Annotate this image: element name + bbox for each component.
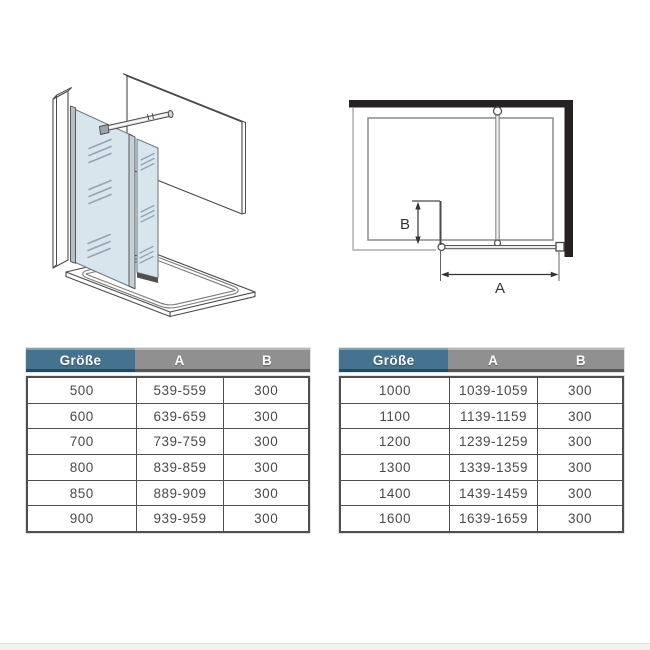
dimension-b <box>400 202 421 244</box>
table-cell: 300 <box>537 455 622 480</box>
left-wall <box>53 91 68 268</box>
dimension-a-label: A <box>494 280 506 297</box>
table-cell: 1300 <box>378 459 411 475</box>
table-cell: 300 <box>537 481 622 506</box>
table-cell: 300 <box>223 455 308 480</box>
table-cell: 1200 <box>378 434 411 450</box>
table-row <box>28 378 308 403</box>
table-cell: 1600 <box>378 511 411 527</box>
header-groesse: Größe <box>26 348 135 372</box>
table-cell: 639-659 <box>136 404 224 429</box>
table-body <box>339 376 624 533</box>
table-cell: 300 <box>537 378 622 403</box>
table-row <box>341 378 622 403</box>
wall-top <box>349 100 573 108</box>
wall-bracket <box>556 243 564 252</box>
table-row <box>341 505 622 531</box>
table-cell: 839-859 <box>136 455 224 480</box>
table-cell: 300 <box>223 404 308 429</box>
wall-profile <box>71 106 76 263</box>
table-cell: 700 <box>69 434 94 450</box>
table-cell: 300 <box>223 506 308 531</box>
table-cell: 1239-1259 <box>449 429 537 454</box>
isometric-shower-diagram <box>53 74 255 317</box>
table-row <box>28 428 308 454</box>
size-table-right <box>339 348 624 533</box>
table-cell: 1039-1059 <box>449 378 537 403</box>
table-cell: 1339-1359 <box>449 455 537 480</box>
header-a: A <box>448 348 537 372</box>
page-bottom-divider <box>0 643 650 650</box>
table-cell: 600 <box>69 408 94 424</box>
enclosure-outline <box>353 108 436 250</box>
table-row <box>341 428 622 454</box>
table-row <box>28 403 308 429</box>
table-row <box>28 505 308 531</box>
size-table-left <box>26 348 310 533</box>
table-cell: 539-559 <box>136 378 224 403</box>
tray-outline <box>368 118 553 240</box>
table-body <box>26 376 310 533</box>
table-cell: 939-959 <box>136 506 224 531</box>
table-cell: 850 <box>69 485 94 501</box>
table-row <box>28 454 308 480</box>
table-header-row <box>339 348 624 372</box>
support-bar-plan <box>496 111 499 244</box>
glass-joint-profile <box>129 134 135 289</box>
table-cell: 1000 <box>378 382 411 398</box>
table-cell: 1439-1459 <box>449 481 537 506</box>
table-row <box>341 480 622 506</box>
wall-mount-point <box>494 107 502 115</box>
table-row <box>341 403 622 429</box>
header-b: B <box>538 348 624 372</box>
table-cell: 889-909 <box>136 481 224 506</box>
table-cell: 300 <box>537 506 622 531</box>
table-cell: 739-759 <box>136 429 224 454</box>
header-b: B <box>224 348 310 372</box>
table-row <box>28 480 308 506</box>
table-cell: 500 <box>69 382 94 398</box>
table-cell: 300 <box>223 429 308 454</box>
glass-panel-return <box>137 139 158 283</box>
table-cell: 300 <box>537 429 622 454</box>
table-cell: 800 <box>69 459 94 475</box>
table-header-row <box>26 348 310 372</box>
glass-panel-plan <box>441 246 558 249</box>
table-cell: 300 <box>223 378 308 403</box>
header-a: A <box>135 348 224 372</box>
dimension-a <box>441 251 560 297</box>
table-row <box>341 454 622 480</box>
table-cell: 300 <box>223 481 308 506</box>
table-cell: 1139-1159 <box>449 404 537 429</box>
top-view-diagram <box>349 100 573 297</box>
table-cell: 300 <box>537 404 622 429</box>
table-cell: 1639-1659 <box>449 506 537 531</box>
wall-right <box>565 100 574 257</box>
table-cell: 1100 <box>379 408 411 424</box>
dimension-b-label: B <box>399 216 410 233</box>
table-cell: 1400 <box>378 485 411 501</box>
table-cell: 900 <box>69 511 94 527</box>
glass-clamp <box>100 125 110 135</box>
header-groesse: Größe <box>339 348 448 372</box>
